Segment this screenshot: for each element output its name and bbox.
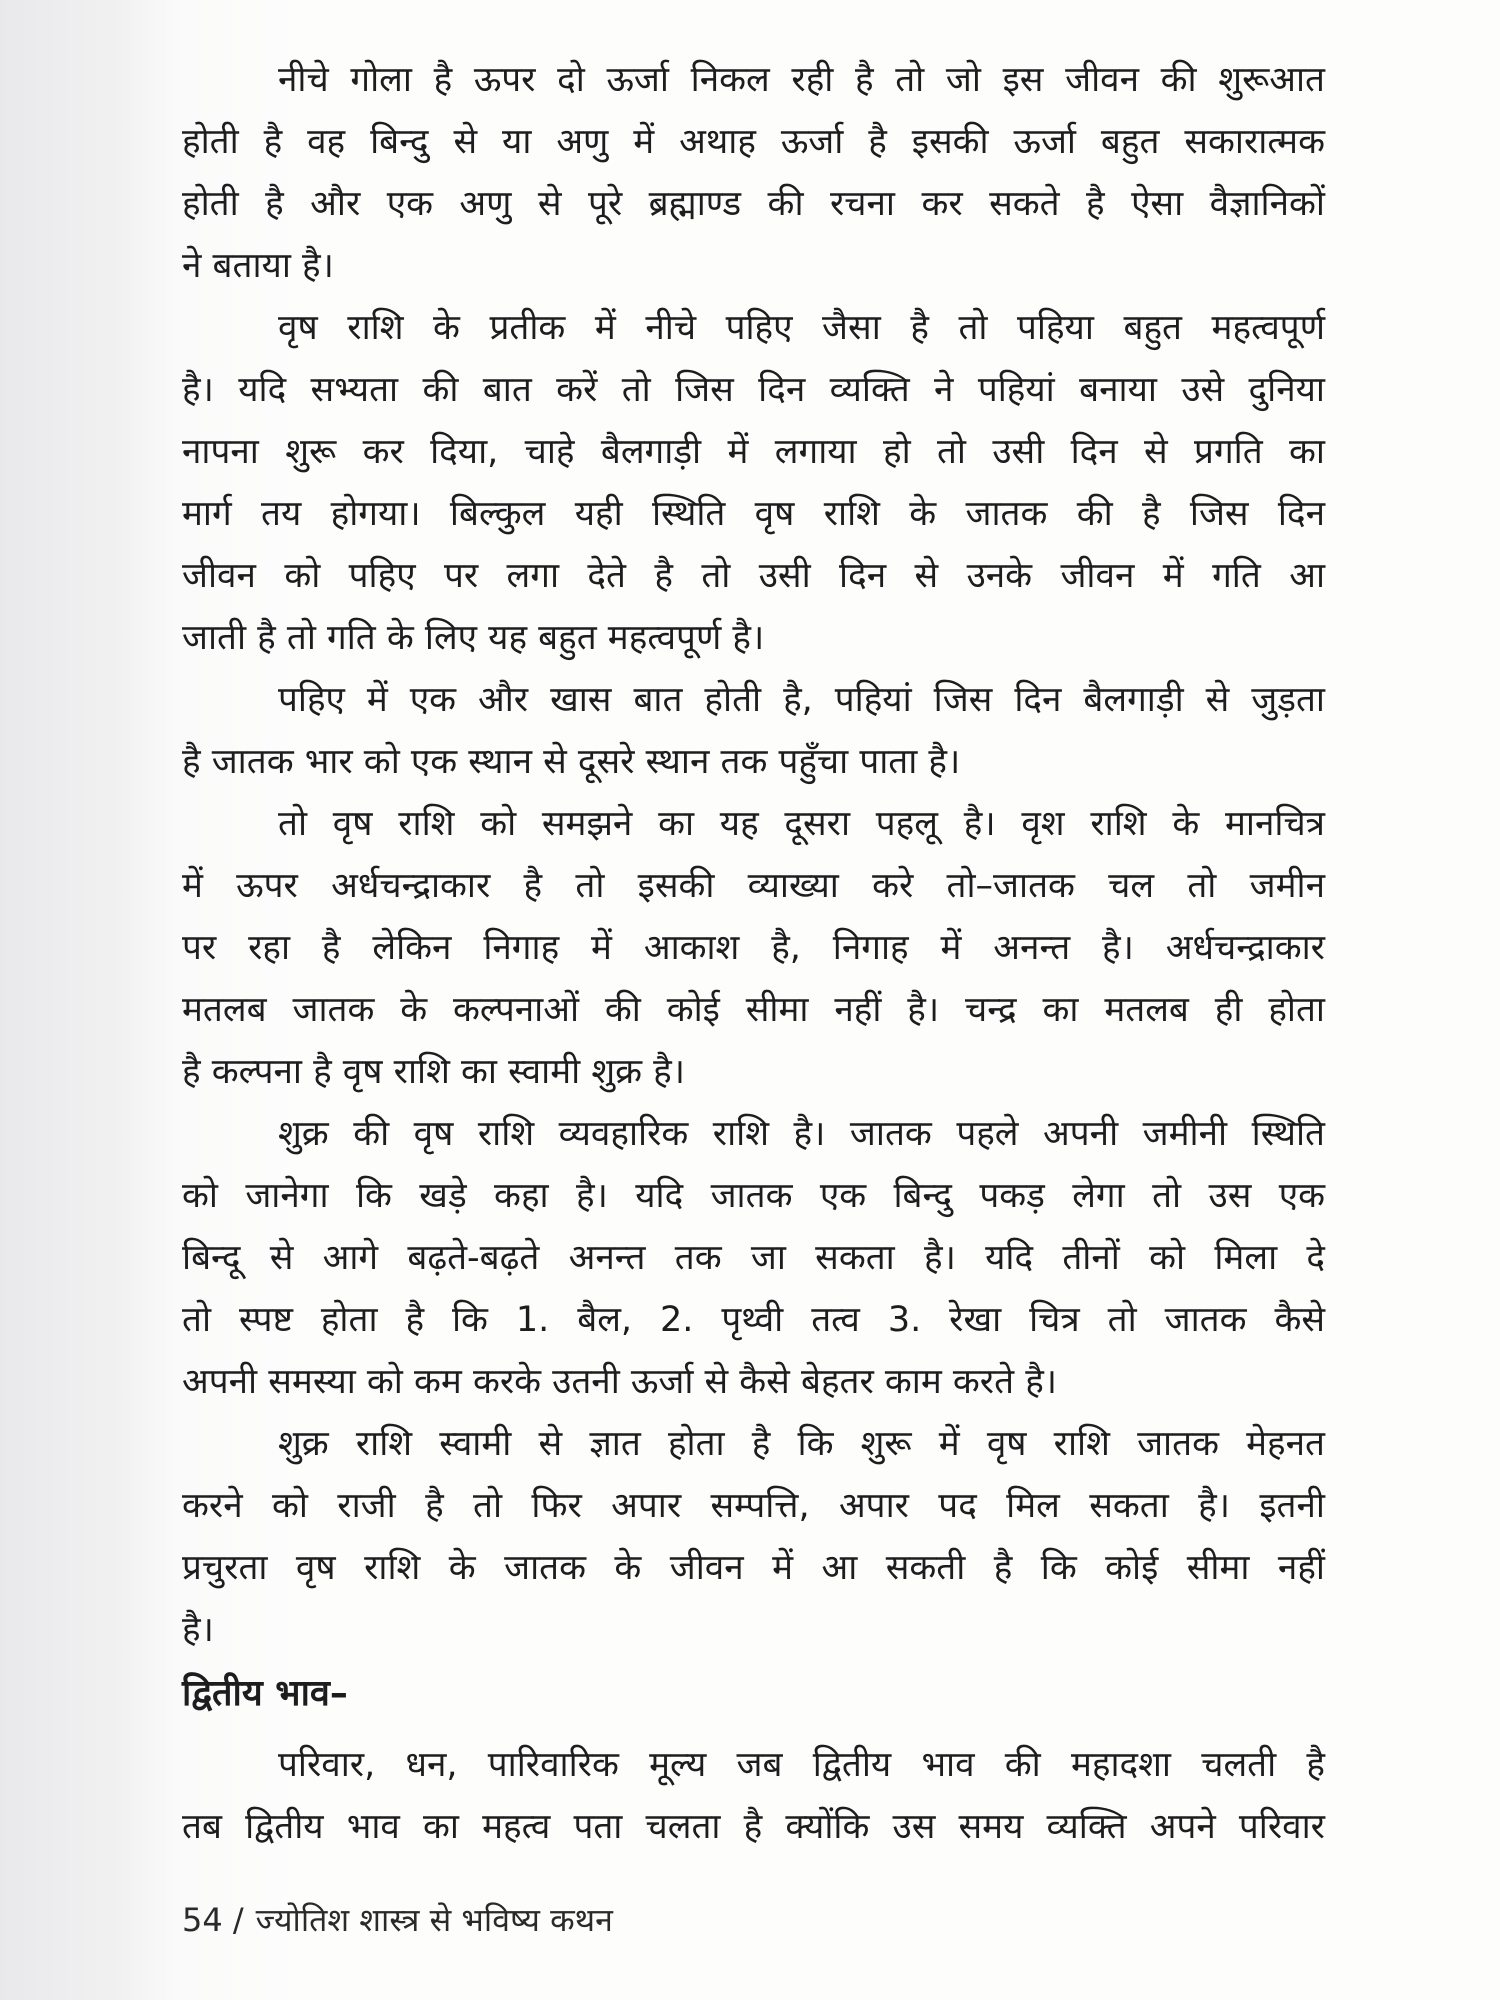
text-line: वृष राशि के प्रतीक में नीचे पहिए जैसा है तो पहिया बहुत महत्वपूर्ण (278, 308, 1325, 348)
text-line: प्रचुरता वृष राशि के जातक के जीवन में आ सकती है कि कोई सीमा नहीं (182, 1548, 1325, 1588)
paragraph (182, 1103, 1325, 1413)
text-line: है जातक भार को एक स्थान से दूसरे स्थान तक पहुँचा पाता है। (182, 742, 961, 782)
text-line: पर रहा है लेकिन निगाह में आकाश है, निगाह में अनन्त है। अर्धचन्द्राकार (182, 928, 1325, 968)
text-line: तब द्वितीय भाव का महत्व पता चलता है क्योंकि उस समय व्यक्ति अपने परिवार (182, 1807, 1325, 1847)
text-line: शुक्र राशि स्वामी से ज्ञात होता है कि शुरू में वृष राशि जातक मेहनत (278, 1424, 1325, 1464)
page-body (182, 49, 1325, 1858)
text-line: है। (182, 1610, 214, 1650)
text-line: होती है वह बिन्दु से या अणु में अथाह ऊर्जा है इसकी ऊर्जा बहुत सकारात्मक (182, 122, 1325, 162)
text-line: जीवन को पहिए पर लगा देते है तो उसी दिन से उनके जीवन में गति आ (182, 556, 1325, 596)
text-line: को जानेगा कि खड़े कहा है। यदि जातक एक बिन्दु पकड़ लेगा तो उस एक (182, 1176, 1325, 1216)
page-footer (182, 1895, 625, 1945)
text-line: होती है और एक अणु से पूरे ब्रह्माण्ड की रचना कर सकते है ऐसा वैज्ञानिकों (182, 184, 1325, 224)
text-line: परिवार, धन, पारिवारिक मूल्य जब द्वितीय भाव की महादशा चलती है (278, 1745, 1325, 1785)
text-line: बिन्दू से आगे बढ़ते-बढ़ते अनन्त तक जा सकता है। यदि तीनों को मिला दे (182, 1238, 1325, 1278)
paragraph (182, 1734, 1325, 1858)
text-line: मतलब जातक के कल्पनाओं की कोई सीमा नहीं है। चन्द्र का मतलब ही होता (182, 990, 1325, 1030)
text-line: शुक्र की वृष राशि व्यवहारिक राशि है। जातक पहले अपनी जमीनी स्थिति (278, 1114, 1325, 1154)
page-number: 54 / (182, 1901, 244, 1939)
section-heading: द्वितीय भाव– (182, 1673, 348, 1714)
text-line: तो वृष राशि को समझने का यह दूसरा पहलू है। वृश राशि के मानचित्र (278, 804, 1325, 844)
text-line: नापना शुरू कर दिया, चाहे बैलगाड़ी में लगाया हो तो उसी दिन से प्रगति का (182, 432, 1325, 472)
text-line: ने बताया है। (182, 246, 334, 286)
paragraph (182, 49, 1325, 297)
text-line: मार्ग तय होगया। बिल्कुल यही स्थिति वृष राशि के जातक की है जिस दिन (182, 494, 1325, 534)
book-title: ज्योतिश शास्त्र से भविष्य कथन (255, 1901, 613, 1939)
text-line: नीचे गोला है ऊपर दो ऊर्जा निकल रही है तो जो इस जीवन की शुरूआत (278, 60, 1325, 100)
text-line: में ऊपर अर्धचन्द्राकार है तो इसकी व्याख्या करे तो–जातक चल तो जमीन (182, 866, 1325, 906)
paragraph (182, 297, 1325, 669)
text-line: पहिए में एक और खास बात होती है, पहियां जिस दिन बैलगाड़ी से जुड़ता (278, 680, 1325, 720)
text-line: है कल्पना है वृष राशि का स्वामी शुक्र है। (182, 1052, 685, 1092)
paragraph (182, 793, 1325, 1103)
text-line: जाती है तो गति के लिए यह बहुत महत्वपूर्ण है। (182, 618, 765, 658)
text-line: है। यदि सभ्यता की बात करें तो जिस दिन व्यक्ति ने पहियां बनाया उसे दुनिया (182, 370, 1325, 410)
text-line: करने को राजी है तो फिर अपार सम्पत्ति, अपार पद मिल सकता है। इतनी (182, 1486, 1325, 1526)
text-line: अपनी समस्या को कम करके उतनी ऊर्जा से कैसे बेहतर काम करते है। (182, 1362, 1058, 1402)
text-line: तो स्पष्ट होता है कि 1. बैल, 2. पृथ्वी तत्व 3. रेखा चित्र तो जातक कैसे (182, 1300, 1325, 1340)
paragraph (182, 1413, 1325, 1661)
paragraph (182, 669, 1325, 793)
